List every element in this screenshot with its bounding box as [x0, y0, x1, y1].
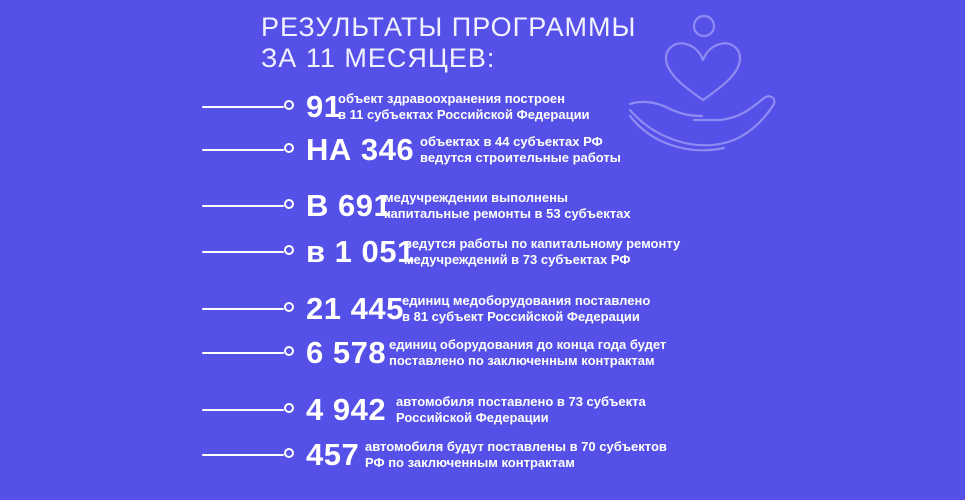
- stat-description: [396, 394, 646, 426]
- stat-description-line-2: ведутся строительные работы: [420, 150, 621, 165]
- stat-description-line-2: Российской Федерации: [396, 410, 549, 425]
- connector-line: [202, 251, 284, 253]
- connector-dot: [284, 302, 294, 312]
- stat-description-line-2: медучреждений в 73 субъектах РФ: [404, 252, 631, 267]
- stat-row: [0, 390, 965, 430]
- connector-dot: [284, 199, 294, 209]
- stat-description-line-1: единиц медоборудования поставлено: [402, 293, 651, 308]
- connector-line: [202, 149, 284, 151]
- stat-description: [402, 293, 650, 325]
- stat-row: [0, 130, 965, 170]
- connector-dot: [284, 143, 294, 153]
- stat-row: [0, 333, 965, 373]
- stat-row: [0, 435, 965, 475]
- connector-dot: [284, 100, 294, 110]
- title-line-1: РЕЗУЛЬТАТЫ ПРОГРАММЫ: [261, 12, 637, 42]
- stat-number: В 691: [306, 188, 392, 223]
- stat-row: [0, 289, 965, 329]
- connector-line: [202, 205, 284, 207]
- stat-description: [338, 91, 590, 123]
- stat-description-line-2: в 11 субъектах Российской Федерации: [338, 107, 590, 122]
- connector-dot: [284, 448, 294, 458]
- connector-dot: [284, 346, 294, 356]
- stat-description: [389, 337, 666, 369]
- stat-description-line-2: поставлено по заключенным контрактам: [389, 353, 655, 368]
- stat-description: [420, 134, 621, 166]
- stat-description-line-2: в 81 субъект Российской Федерации: [402, 309, 640, 324]
- stat-description-line-1: единиц оборудования до конца года будет: [389, 337, 667, 352]
- stat-description-line-1: автомобиля будут поставлены в 70 субъектов: [365, 439, 667, 454]
- title-line-2: ЗА 11 МЕСЯЦЕВ:: [261, 43, 496, 73]
- stat-description: [404, 236, 680, 268]
- connector-dot: [284, 403, 294, 413]
- connector-line: [202, 352, 284, 354]
- stat-number: 6 578: [306, 335, 387, 370]
- stat-number: 4 942: [306, 392, 387, 427]
- connector-line: [202, 106, 284, 108]
- stat-description: [365, 439, 667, 471]
- stat-description-line-1: объектах в 44 субъектах РФ: [420, 134, 603, 149]
- stat-description-line-1: медучреждении выполнены: [384, 190, 569, 205]
- page-title: [261, 12, 636, 74]
- stat-number: 91: [306, 89, 342, 124]
- stat-description-line-1: ведутся работы по капитальному ремонту: [404, 236, 681, 251]
- connector-line: [202, 454, 284, 456]
- stat-number: 457: [306, 437, 360, 472]
- stat-description-line-2: РФ по заключенным контрактам: [365, 455, 575, 470]
- connector-dot: [284, 245, 294, 255]
- stat-number: 21 445: [306, 291, 404, 326]
- stat-description-line-2: капитальные ремонты в 53 субъектах: [384, 206, 631, 221]
- stat-row: [0, 232, 965, 272]
- stat-number: НА 346: [306, 132, 415, 167]
- stat-number: в 1 051: [306, 234, 415, 269]
- stat-description-line-1: автомобиля поставлено в 73 субъекта: [396, 394, 646, 409]
- stat-row: [0, 186, 965, 226]
- stat-row: [0, 87, 965, 127]
- stat-description-line-1: объект здравоохранения построен: [338, 91, 565, 106]
- connector-line: [202, 409, 284, 411]
- connector-line: [202, 308, 284, 310]
- stat-description: [384, 190, 631, 222]
